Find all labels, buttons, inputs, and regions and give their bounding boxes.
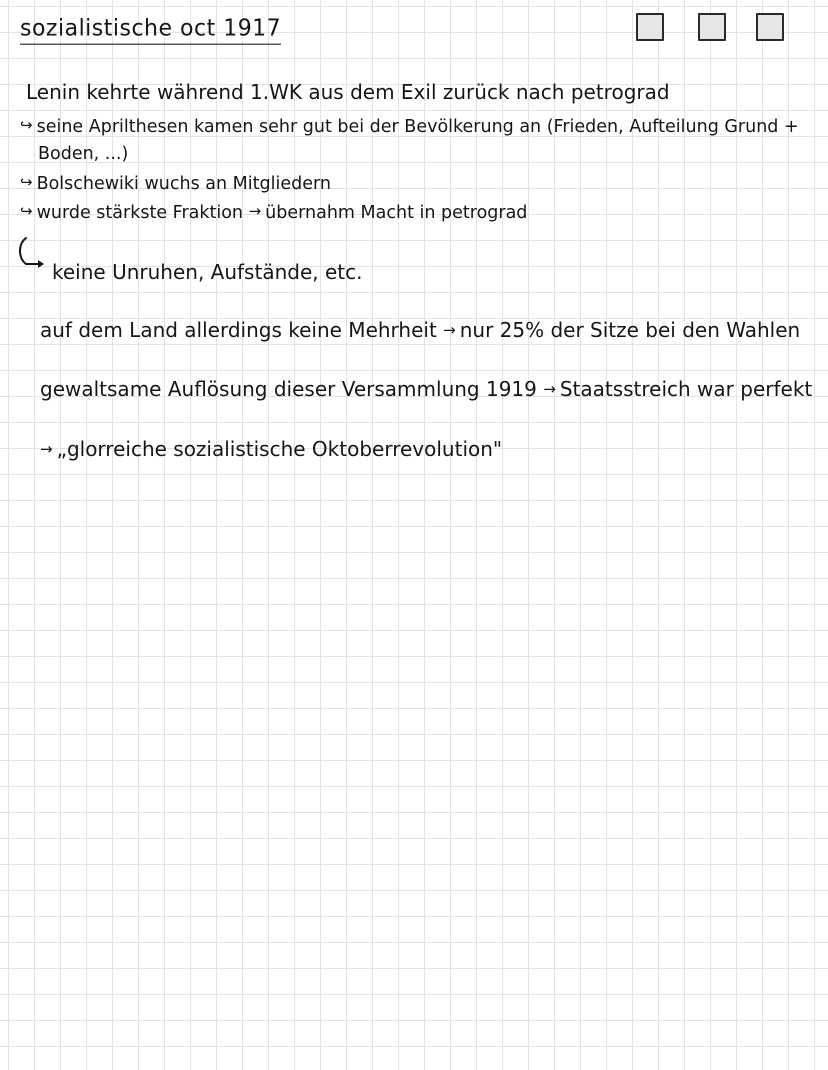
- note-line: [40, 317, 800, 343]
- arrow-right-icon: →: [248, 202, 262, 220]
- note-text: auf dem Land allerdings keine Mehrheit: [40, 318, 437, 342]
- note-line: keine Unruhen, Aufstände, etc.: [52, 260, 363, 284]
- note-line: [40, 436, 502, 462]
- note-text: Staatsstreich war perfekt: [559, 377, 813, 401]
- page-title: sozialistische oct 1917: [20, 15, 281, 44]
- arrow-right-icon: →: [443, 321, 456, 339]
- empty-checkbox-icon[interactable]: [756, 13, 784, 41]
- hook-arrow-icon: ↪: [20, 173, 33, 191]
- note-text: „glorreiche sozialistische Oktoberrevolution": [56, 437, 503, 461]
- note-text: gewaltsame Auflösung dieser Versammlung 1919: [40, 377, 537, 401]
- note-text: Bolschewiki wuchs an Mitgliedern: [36, 174, 331, 194]
- checkbox-row: [636, 13, 788, 45]
- note-line: Lenin kehrte während 1.WK aus dem Exil zurück nach petrograd: [26, 80, 670, 104]
- hook-arrow-icon: ↪: [20, 116, 33, 134]
- hook-arrow-icon: [16, 236, 44, 272]
- arrow-right-icon: →: [543, 380, 556, 398]
- note-text: wurde stärkste Fraktion: [36, 203, 244, 223]
- note-line: [40, 376, 812, 402]
- hook-arrow-icon: ↪: [20, 202, 33, 220]
- note-text: übernahm Macht in petrograd: [265, 203, 528, 223]
- note-text: seine Aprilthesen kamen sehr gut bei der Bevölkerung an (Frieden, Aufteilung Grund +: [36, 117, 799, 137]
- note-line: [20, 112, 799, 140]
- arrow-right-icon: →: [40, 440, 53, 458]
- note-line: [20, 169, 331, 197]
- note-line: [20, 198, 527, 226]
- empty-checkbox-icon[interactable]: [636, 13, 664, 41]
- note-text: nur 25% der Sitze bei den Wahlen: [459, 318, 801, 342]
- empty-checkbox-icon[interactable]: [698, 13, 726, 41]
- note-line: Boden, ...): [38, 144, 129, 164]
